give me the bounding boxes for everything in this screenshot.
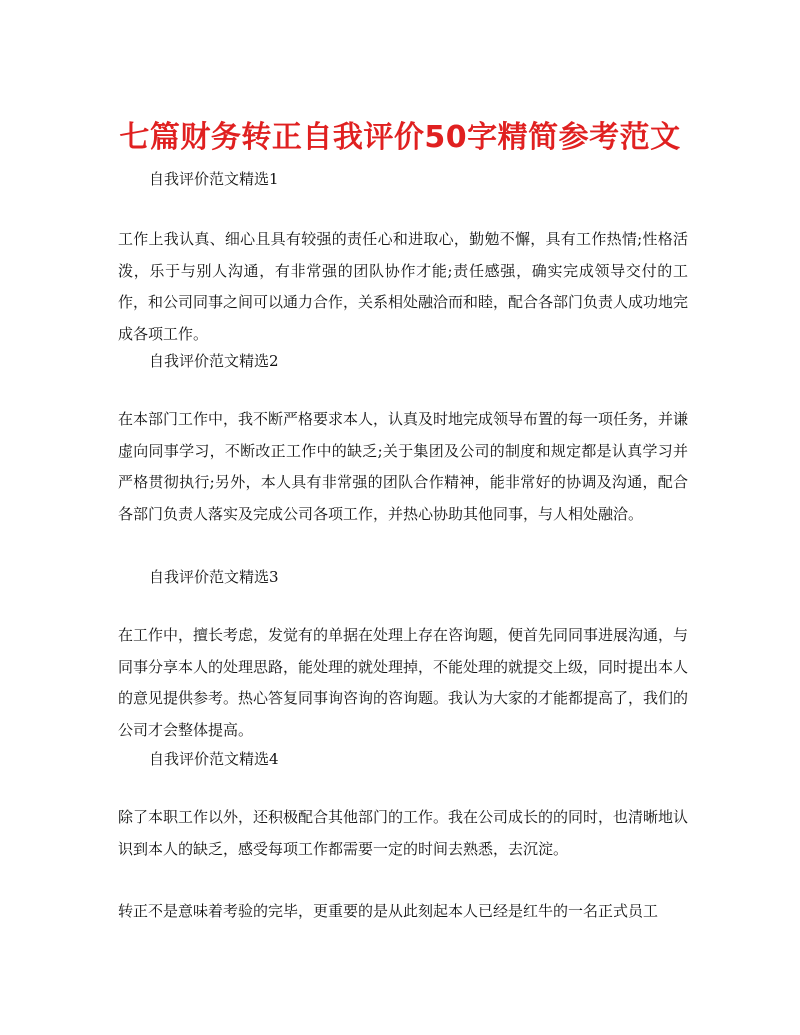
section-heading: 自我评价范文精选2 [149, 352, 279, 370]
section-paragraph: 除了本职工作以外，还积极配合其他部门的工作。我在公司成长的的同时，也清晰地认识到本人的缺乏，感受每项工作都需要一定的时间去熟悉，去沉淀。 [118, 808, 689, 858]
section-paragraph: 在工作中，擅长考虑，发觉有的单据在处理上存在咨询题，便首先同同事进展沟通，与同事分享本人的处理思路，能处理的就处理掉，不能处理的就提交上级，同时提出本人的意见提供参考。热心答复同事询咨询的咨询题。我认为大家的才能都提高了，我们的公司才会整体提高。 [118, 626, 689, 739]
document-title: 七篇财务转正自我评价50字精简参考范文 [119, 120, 681, 155]
section-heading: 自我评价范文精选4 [149, 750, 279, 768]
section-heading: 自我评价范文精选3 [149, 568, 279, 586]
section-paragraph: 工作上我认真、细心且具有较强的责任心和进取心，勤勉不懈，具有工作热情;性格活泼，乐于与别人沟通，有非常强的团队协作才能;责任感强，确实完成领导交付的工作，和公司同事之间可以通力合作，关系相处融洽而和睦，配合各部门负责人成功地完成各项工作。 [118, 230, 689, 343]
section-heading: 自我评价范文精选1 [149, 170, 279, 188]
section-paragraph: 在本部门工作中，我不断严格要求本人，认真及时地完成领导布置的每一项任务，并谦虚向同事学习，不断改正工作中的缺乏;关于集团及公司的制度和规定都是认真学习并严格贯彻执行;另外，本人具有非常强的团队合作精神，能非常好的协调及沟通，配合各部门负责人落实及完成公司各项工作，并热心协助其他同事，与人相处融洽。 [118, 410, 689, 523]
trailing-paragraph: 转正不是意味着考验的完毕，更重要的是从此刻起本人已经是红牛的一名正式员工 [118, 902, 659, 920]
